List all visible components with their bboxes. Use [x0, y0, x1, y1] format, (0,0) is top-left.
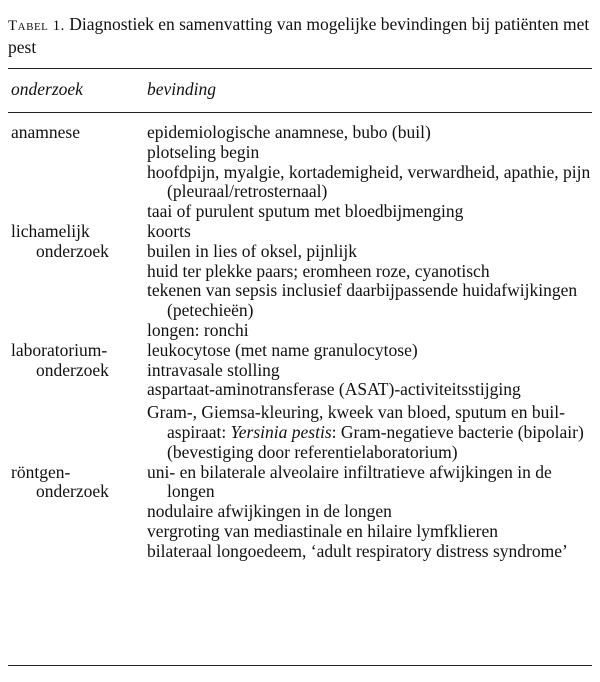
finding-item: huid ter plekke paars; eromheen roze, cyanotisch	[147, 260, 490, 281]
category-label: lichamelijk	[11, 220, 90, 241]
finding-item-culture	[147, 403, 591, 462]
category-label: röntgen-	[11, 461, 71, 482]
finding-item: builen in lies of oksel, pijnlijk	[147, 240, 357, 261]
finding-item: epidemiologische anamnese, bubo (buil)	[147, 122, 431, 142]
category-cell	[11, 341, 147, 463]
table-row-laboratorium-onderzoek	[11, 341, 591, 463]
finding-item: longen: ronchi	[147, 319, 249, 340]
top-rule	[8, 68, 592, 69]
findings-cell	[147, 341, 591, 463]
bottom-rule	[8, 665, 592, 666]
table-row-anamnese	[11, 123, 591, 222]
table-row-rontgen-onderzoek	[11, 463, 591, 562]
category-label-continued: onderzoek	[36, 359, 109, 380]
finding-item: taai of purulent sputum met bloedbijmenging	[147, 201, 464, 222]
finding-text-continued: : Gram-negatieve bacterie (bipolair) (bevestiging door referentielaboratorium)	[167, 421, 584, 462]
table-title: Diagnostiek en samenvatting van mogelijke bevindingen bij patiënten met pest	[8, 14, 590, 57]
finding-item: nodulaire afwijkingen in de longen	[147, 501, 392, 522]
finding-item: koorts	[147, 220, 191, 241]
category-label-continued: onderzoek	[36, 240, 109, 261]
table-caption	[8, 14, 592, 58]
category-label-continued: onderzoek	[36, 481, 109, 502]
finding-item: aspartaat-aminotransferase (ASAT)-activiteitsstijging	[147, 379, 521, 400]
findings-cell	[147, 463, 591, 562]
header-rule	[8, 112, 592, 113]
finding-item: hoofdpijn, myalgie, kortademigheid, verwardheid, apathie, pijn (pleuraal/retrosternaal)	[147, 161, 591, 202]
organism-name: Yersinia pestis	[230, 421, 332, 442]
finding-item: bilateraal longoedeem, ‘adult respiratory distress syndrome’	[147, 540, 568, 561]
category-cell	[11, 463, 147, 562]
table-label: Tabel 1.	[8, 18, 65, 34]
category-label: anamnese	[11, 122, 80, 142]
finding-item: intravasale stolling	[147, 359, 280, 380]
finding-item: tekenen van sepsis inclusief daarbijpassende huidafwijkingen (petechieën)	[147, 280, 578, 321]
finding-item: vergroting van mediastinale en hilaire lymfklieren	[147, 520, 499, 541]
column-header-bevinding: bevinding	[147, 79, 217, 99]
finding-text: Gram-, Giemsa-kleuring, kweek van bloed, sputum en buil-aspiraat:	[147, 402, 565, 442]
finding-item: uni- en bilaterale alveolaire infiltratieve afwijkingen in de longen	[147, 461, 552, 502]
table-row-lichamelijk-onderzoek	[11, 222, 591, 341]
finding-item: leukocytose (met name granulocytose)	[147, 339, 418, 360]
finding-item: plotseling begin	[147, 141, 260, 162]
findings-cell	[147, 123, 591, 222]
findings-cell	[147, 222, 591, 341]
findings-table	[11, 123, 591, 562]
category-cell	[11, 222, 147, 341]
column-header-onderzoek: onderzoek	[11, 79, 83, 99]
category-label: laboratorium-	[11, 339, 108, 360]
category-cell	[11, 123, 147, 222]
